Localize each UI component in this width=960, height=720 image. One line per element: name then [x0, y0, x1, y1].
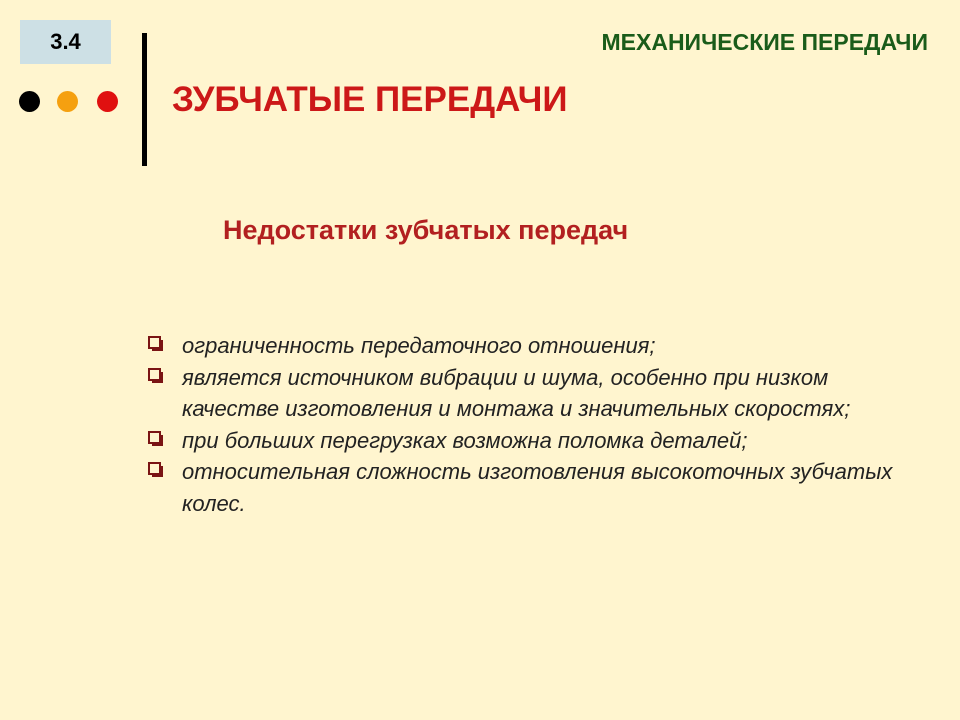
list-item [148, 362, 908, 425]
vertical-divider [142, 33, 147, 166]
list-item [148, 425, 908, 457]
checkbox-bullet-icon [148, 368, 161, 381]
section-number: 3.4 [50, 29, 81, 54]
section-number-badge [20, 20, 111, 64]
black-dot-icon [19, 91, 40, 112]
red-dot-icon [97, 91, 118, 112]
orange-dot-icon [57, 91, 78, 112]
list-item [148, 456, 908, 519]
header-title: МЕХАНИЧЕСКИЕ ПЕРЕДАЧИ [601, 29, 928, 55]
slide-title: ЗУБЧАТЫЕ ПЕРЕДАЧИ [172, 80, 568, 119]
list-item-text: ограниченность передаточного отношения; [182, 333, 656, 358]
list-item [148, 330, 908, 362]
list-item-text: при больших перегрузках возможна поломка деталей; [182, 427, 748, 453]
list-item-text: относительная сложность изготовления высокоточных зубчатых колес. [182, 459, 893, 516]
disadvantages-list [148, 330, 908, 519]
checkbox-bullet-icon [148, 336, 161, 349]
checkbox-bullet-icon [148, 431, 161, 444]
list-item-text: является источником вибрации и шума, особенно при низком качестве изготовления и монтажа и значительных скоростях; [182, 364, 851, 421]
slide-subtitle: Недостатки зубчатых передач [223, 215, 629, 245]
checkbox-bullet-icon [148, 462, 161, 475]
